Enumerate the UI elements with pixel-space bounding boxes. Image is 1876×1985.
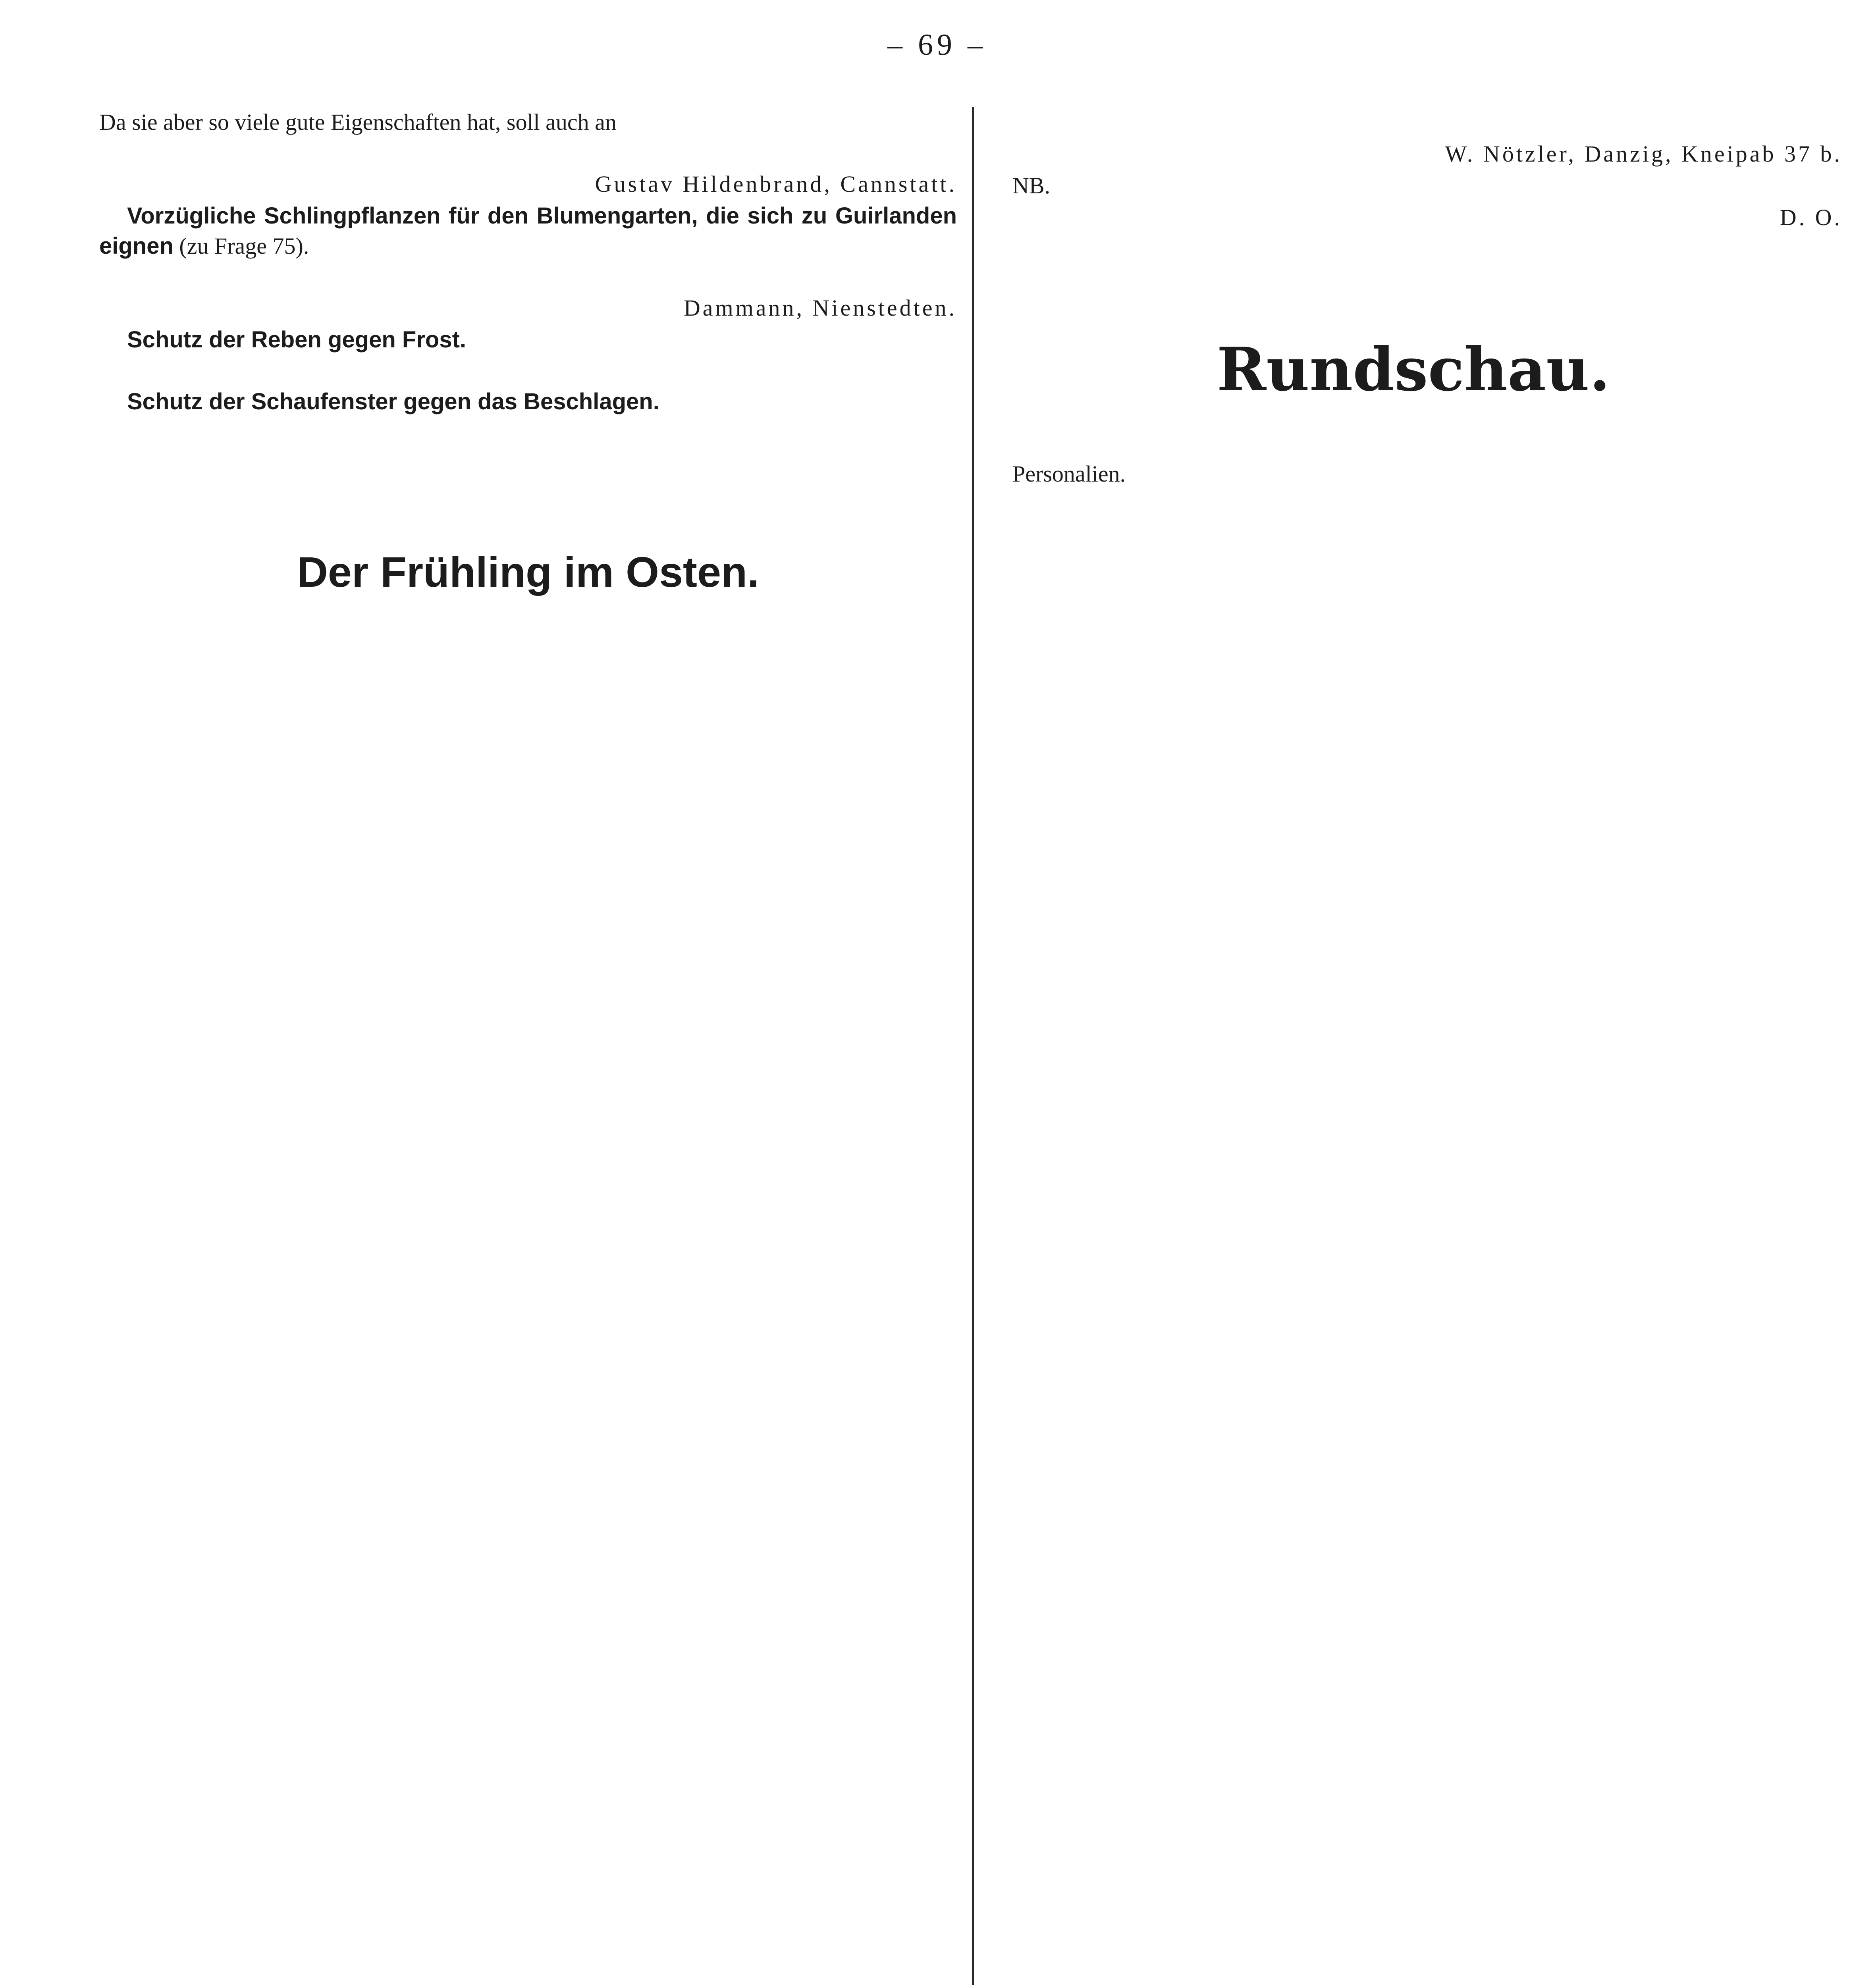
vines-heading: Schutz der Reben gegen Frost. <box>127 327 466 353</box>
vines-article <box>99 325 957 385</box>
begonia-body <box>99 137 957 168</box>
page-number-value: 69 <box>918 28 956 62</box>
vines-body <box>99 355 957 385</box>
spring-body <box>99 634 957 664</box>
windows-body <box>99 417 957 447</box>
climbers-article <box>99 201 957 291</box>
page-number <box>866 28 1008 62</box>
begonia-opening-line: Da sie aber so viele gute Eigenschaften hat, soll auch an <box>99 109 617 135</box>
climbers-heading: Vorzügliche Schlingpflanzen für den Blumengarten, die sich zu Guirlanden eignen <box>99 203 957 259</box>
steglitz-paragraph <box>985 521 1842 551</box>
windows-article <box>99 387 957 447</box>
column-rule <box>972 107 974 1985</box>
nb-signature: D. O. <box>1780 204 1842 230</box>
personalien-text <box>985 489 1842 519</box>
nb-note <box>985 171 1842 201</box>
personalien-paragraph <box>985 459 1842 519</box>
personalien-label: Personalien. <box>1012 461 1126 487</box>
climbers-reference: (zu Frage 75). <box>179 233 309 259</box>
spring-signature: W. Nötzler, Danzig, Kneipab 37 b. <box>1445 141 1842 167</box>
right-column <box>985 107 1842 1985</box>
rundschau-title: Rundschau. <box>1217 335 1610 405</box>
gegner-paragraph <box>985 553 1842 583</box>
spring-title: Der Frühling im Osten. <box>297 548 760 596</box>
begonia-article <box>99 107 957 168</box>
page-number-dash-left: – <box>887 28 906 62</box>
windows-heading: Schutz der Schaufenster gegen das Beschlagen. <box>127 389 659 414</box>
begonia-signature: Gustav Hildenbrand, Cannstatt. <box>595 171 957 197</box>
climbers-signature: Dammann, Nienstedten. <box>683 295 957 321</box>
climbers-body <box>99 261 957 291</box>
left-column <box>99 107 957 1985</box>
page-number-dash-right: – <box>968 28 987 62</box>
nb-label: NB. <box>1012 173 1051 198</box>
spring-continuation <box>985 107 1842 137</box>
